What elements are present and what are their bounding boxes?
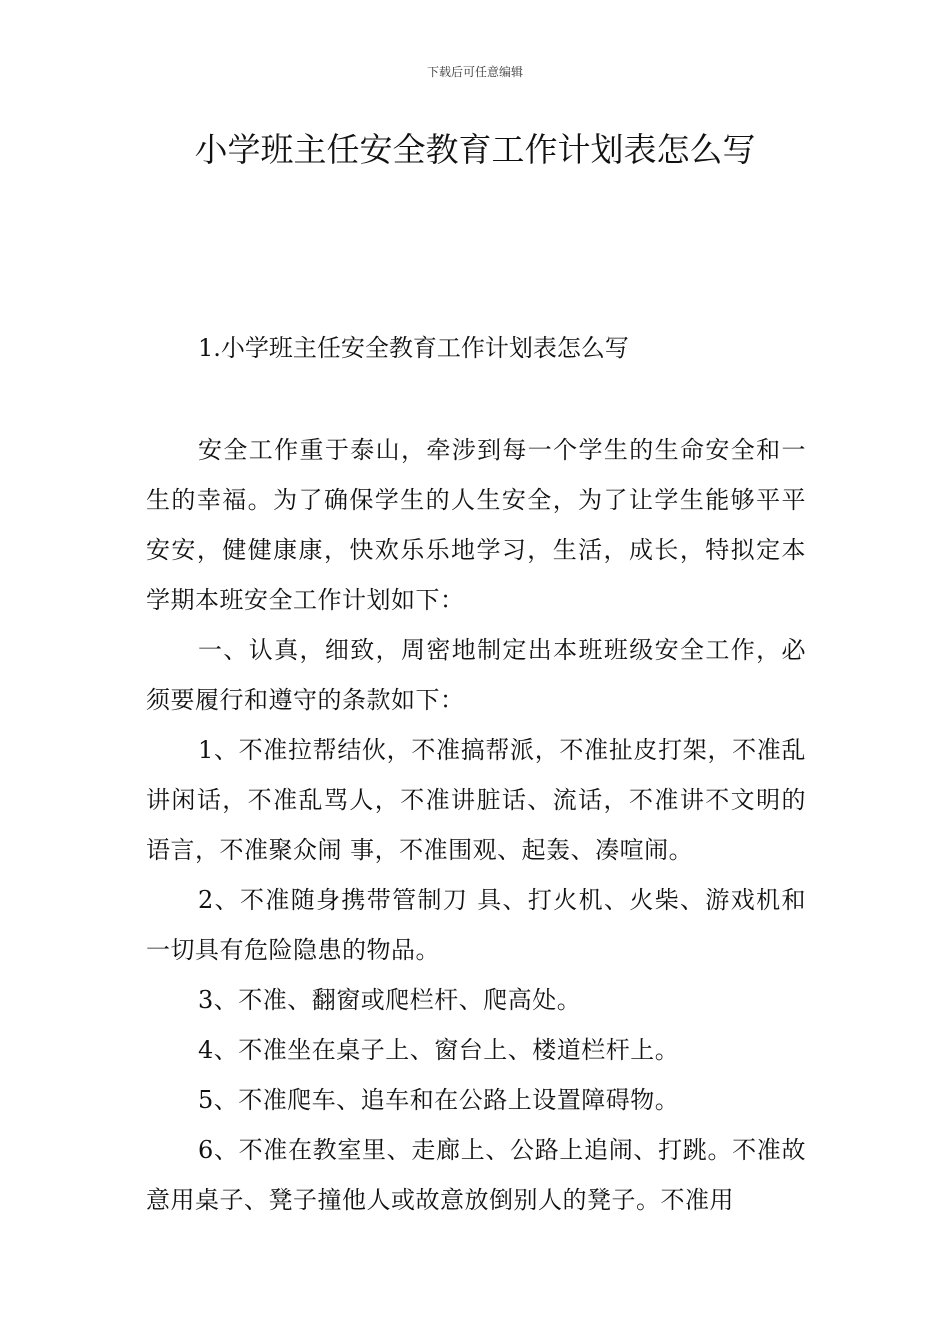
body-text <box>146 425 806 1225</box>
paragraph-rule-2: 2、不准随身携带管制刀 具、打火机、火柴、游戏机和一切具有危险隐患的物品。 <box>146 886 806 964</box>
header-note: 下载后可任意编辑 <box>426 65 523 79</box>
paragraph-rule-6: 6、不准在教室里、走廊上、公路上追闹、打跳。不准故意用桌子、凳子撞他人或故意放倒别人的凳子。不准用 <box>146 1136 806 1214</box>
paragraph-rule-4: 4、不准坐在桌子上、窗台上、楼道栏杆上。 <box>198 1036 680 1064</box>
paragraph-rule-5: 5、不准爬车、追车和在公路上设置障碍物。 <box>198 1086 680 1114</box>
paragraph-rule-1: 1、不准拉帮结伙，不准搞帮派，不准扯皮打架，不准乱讲闲话，不准乱骂人，不准讲脏话、流话，不准讲不文明的语言，不准聚众闹 事，不准围观、起轰、凑喧闹。 <box>146 736 806 864</box>
paragraph-rule-3: 3、不准、翻窗或爬栏杆、爬高处。 <box>198 986 582 1014</box>
document-title: 小学班主任安全教育工作计划表怎么写 <box>194 130 756 169</box>
paragraph-rules-intro: 一、认真，细致，周密地制定出本班班级安全工作，必须要履行和遵守的条款如下： <box>146 636 806 714</box>
section-heading: 1.小学班主任安全教育工作计划表怎么写 <box>198 334 629 362</box>
paragraph-intro: 安全工作重于泰山，牵涉到每一个学生的生命安全和一生的幸福。为了确保学生的人生安全，为了让学生能够平平安安，健健康康，快欢乐乐地学习，生活，成长，特拟定本学期本班安全工作计划如下： <box>146 436 806 614</box>
